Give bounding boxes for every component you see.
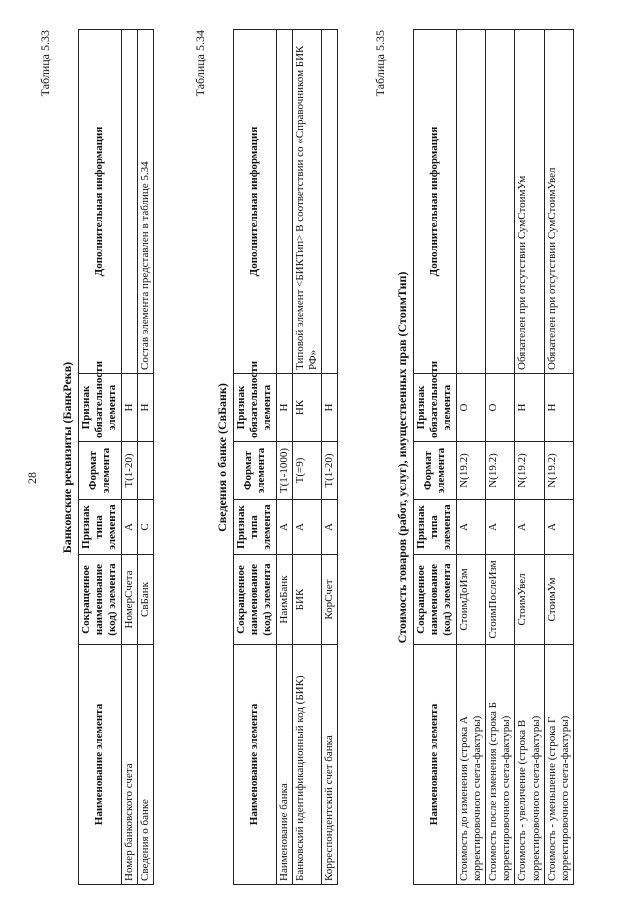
cell-info	[456, 30, 485, 374]
cell-info: Обязателен при отсутствии СумСтоимУм	[515, 30, 544, 374]
table-row	[485, 30, 514, 885]
cell-format: N(19.2)	[456, 442, 485, 500]
cell-type: А	[515, 500, 544, 555]
table-5-33	[78, 29, 154, 885]
cell-code: СтоимДоИзм	[456, 555, 485, 645]
cell-format: Т(1-1000)	[276, 442, 292, 500]
cell-info: Типовой элемент <БИКТип> В соответствии со «Справочником БИК РФ»	[292, 30, 321, 374]
table-label: Таблица 5.35	[373, 30, 387, 97]
cell-format: Т(=9)	[292, 442, 321, 500]
cell-format: N(19.2)	[515, 442, 544, 500]
header-cell: Признак типа элемента	[234, 500, 277, 555]
table-5-35-block	[373, 30, 574, 885]
header-cell: Дополнительная информация	[234, 30, 277, 374]
cell-type: А	[456, 500, 485, 555]
cell-type: А	[292, 500, 321, 555]
table-row	[515, 30, 544, 885]
header-cell: Формат элемента	[79, 442, 122, 500]
header-cell: Наименование элемента	[414, 645, 457, 885]
cell-code: НомерСчета	[121, 555, 137, 645]
table-row	[456, 30, 485, 885]
cell-required: Н	[515, 374, 544, 442]
cell-format: N(19.2)	[544, 442, 573, 500]
table-label: Таблица 5.33	[38, 30, 52, 97]
cell-code: КорСчет	[322, 555, 338, 645]
table-caption: Сведения о банке (СвБанк)	[215, 383, 229, 532]
cell-code: СвБанк	[137, 555, 153, 645]
table-5-34	[233, 29, 338, 885]
table-caption: Стоимость товаров (работ, услуг), имущественных прав (СтоимТип)	[395, 271, 409, 644]
cell-info	[485, 30, 514, 374]
table-5-35	[413, 29, 574, 885]
header-cell: Сокращенное наименование (код) элемента	[79, 555, 122, 645]
cell-name: Банковский идентификационный код (БИК)	[292, 645, 321, 885]
table-caption: Банковские реквизиты (БанкРекв)	[60, 361, 74, 554]
page-number: 28	[25, 472, 39, 484]
header-cell: Формат элемента	[234, 442, 277, 500]
cell-code: СтоимУвел	[515, 555, 544, 645]
header-cell: Дополнительная информация	[79, 30, 122, 374]
cell-required: Н	[322, 374, 338, 442]
cell-info: Обязателен при отсутствии СумСтоимУвел	[544, 30, 573, 374]
cell-name: Номер банковского счета	[121, 645, 137, 885]
header-cell: Формат элемента	[414, 442, 457, 500]
cell-required: О	[456, 374, 485, 442]
header-cell: Признак типа элемента	[414, 500, 457, 555]
cell-code: СтоимПослеИзм	[485, 555, 514, 645]
header-cell: Сокращенное наименование (код) элемента	[234, 555, 277, 645]
table-row	[276, 30, 292, 885]
table-header-row	[79, 30, 122, 885]
header-cell: Наименование элемента	[234, 645, 277, 885]
cell-required: НК	[292, 374, 321, 442]
cell-format: Т(1-20)	[121, 442, 137, 500]
cell-name: Наименование банка	[276, 645, 292, 885]
cell-info: Состав элемента представлен в таблице 5.34	[137, 30, 153, 374]
cell-type: А	[276, 500, 292, 555]
cell-required: О	[485, 374, 514, 442]
cell-required: Н	[276, 374, 292, 442]
cell-type: А	[322, 500, 338, 555]
header-cell: Признак обязательности элемента	[414, 374, 457, 442]
cell-format	[137, 442, 153, 500]
table-5-34-block	[193, 30, 338, 885]
cell-format: N(19.2)	[485, 442, 514, 500]
cell-info	[322, 30, 338, 374]
cell-required: Н	[121, 374, 137, 442]
header-cell: Дополнительная информация	[414, 30, 457, 374]
table-row	[322, 30, 338, 885]
cell-format: Т(1-20)	[322, 442, 338, 500]
cell-code: БИК	[292, 555, 321, 645]
table-header-row	[414, 30, 457, 885]
table-row	[292, 30, 321, 885]
header-cell: Признак обязательности элемента	[79, 374, 122, 442]
cell-type: А	[544, 500, 573, 555]
header-cell: Наименование элемента	[79, 645, 122, 885]
cell-name: Стоимость - уменьшение (строка Г корректировочного счета-фактуры)	[544, 645, 573, 885]
cell-code: СтоимУм	[544, 555, 573, 645]
cell-type: А	[485, 500, 514, 555]
cell-code: НаимБанк	[276, 555, 292, 645]
table-label: Таблица 5.34	[193, 30, 207, 97]
table-row	[121, 30, 137, 885]
table-row	[137, 30, 153, 885]
cell-name: Стоимость до изменения (строка А корректировочного счета-фактуры)	[456, 645, 485, 885]
table-header-row	[234, 30, 277, 885]
header-cell: Признак обязательности элемента	[234, 374, 277, 442]
cell-name: Корреспондентский счет банка	[322, 645, 338, 885]
header-cell: Признак типа элемента	[79, 500, 122, 555]
cell-required: Н	[544, 374, 573, 442]
table-5-33-block	[38, 30, 154, 885]
table-row	[544, 30, 573, 885]
cell-name: Стоимость после изменения (строка Б корректировочного счета-фактуры)	[485, 645, 514, 885]
cell-name: Стоимость - увеличение (строка В корректировочного счета-фактуры)	[515, 645, 544, 885]
cell-required: Н	[137, 374, 153, 442]
header-cell: Сокращенное наименование (код) элемента	[414, 555, 457, 645]
cell-type: А	[121, 500, 137, 555]
cell-name: Сведения о банке	[137, 645, 153, 885]
cell-type: С	[137, 500, 153, 555]
cell-info	[276, 30, 292, 374]
cell-info	[121, 30, 137, 374]
